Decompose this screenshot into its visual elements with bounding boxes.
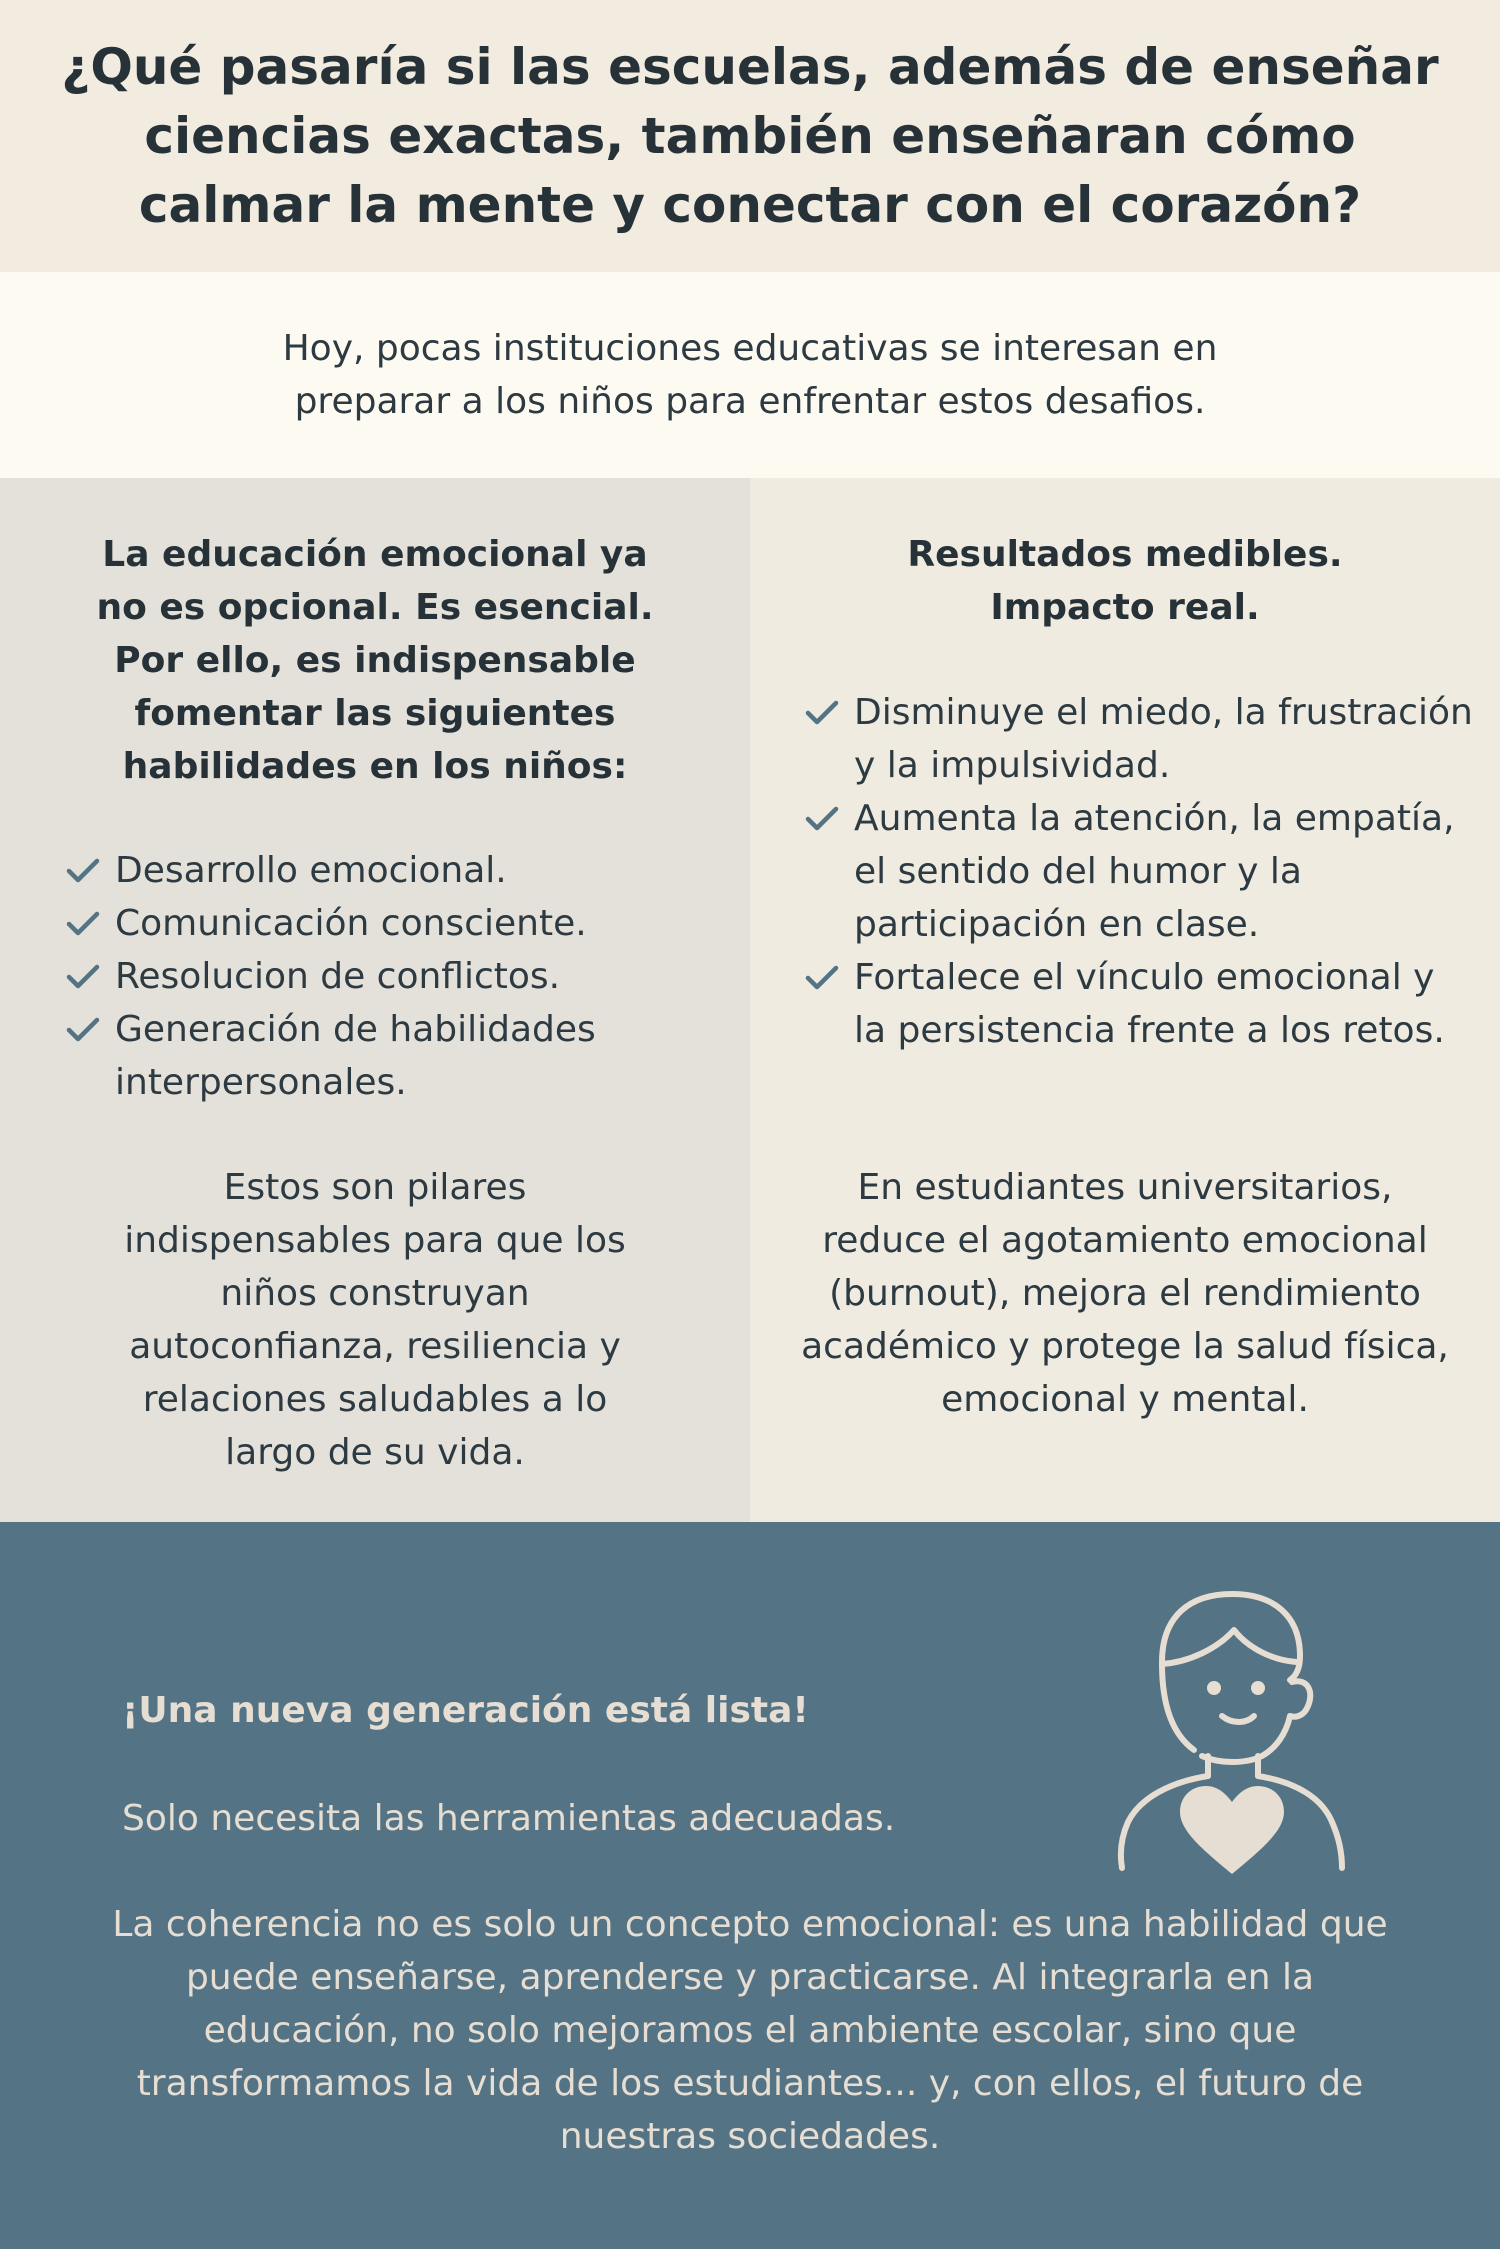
results-column	[750, 478, 1500, 1522]
list-item	[805, 686, 1475, 792]
check-icon	[66, 964, 100, 990]
check-icon	[805, 700, 839, 726]
skills-checklist	[66, 844, 706, 1109]
results-checklist	[805, 686, 1475, 1057]
footer-section	[0, 1522, 1500, 2249]
results-heading: Resultados medibles. Impacto real.	[907, 534, 1343, 628]
check-icon	[66, 858, 100, 884]
list-item	[66, 950, 706, 1003]
child-with-heart-icon	[1110, 1584, 1350, 1874]
university-results-text: En estudiantes universitarios, reduce el agotamiento emocional (burnout), mejora el rendimiento académico y protege la salud física, emocional y mental.	[801, 1167, 1449, 1420]
list-item-label: Comunicación consciente.	[115, 903, 587, 944]
check-icon	[66, 1017, 100, 1043]
intro-text: Hoy, pocas instituciones educativas se interesan en preparar a los niños para enfrentar estos desafios.	[282, 328, 1218, 422]
page-title: ¿Qué pasaría si las escuelas, además de enseñar ciencias exactas, también enseñaran cómo calmar la mente y conectar con el corazón?	[61, 37, 1439, 234]
intro-section	[0, 272, 1500, 478]
emotional-education-column	[0, 478, 750, 1522]
list-item-label: Generación de habilidades interpersonales.	[115, 1009, 596, 1103]
list-item-label: Fortalece el vínculo emocional y la persistencia frente a los retos.	[854, 957, 1445, 1051]
list-item	[805, 951, 1475, 1057]
pillars-text: Estos son pilares indispensables para que los niños construyan autoconfianza, resiliencia y relaciones saludables a lo largo de su vida.	[124, 1167, 626, 1473]
footer-body-text: La coherencia no es solo un concepto emocional: es una habilidad que puede enseñarse, aprenderse y practicarse. Al integrarla en la educación, no solo mejoramos el ambiente escolar, sino que transformamos la vida de los estudiantes... y, con ellos, el futuro de nuestras sociedades.	[112, 1904, 1388, 2157]
list-item	[805, 792, 1475, 951]
check-icon	[805, 806, 839, 832]
list-item	[66, 1003, 706, 1109]
list-item-label: Desarrollo emocional.	[115, 850, 507, 891]
footer-subtitle: Solo necesita las herramientas adecuadas.	[122, 1798, 896, 1839]
list-item	[66, 844, 706, 897]
footer-title: ¡Una nueva generación está lista!	[122, 1690, 809, 1731]
list-item	[66, 897, 706, 950]
emotional-education-heading: La educación emocional ya no es opcional. Es esencial. Por ello, es indispensable fomentar las siguientes habilidades en los niños:	[96, 534, 654, 787]
check-icon	[66, 911, 100, 937]
list-item-label: Disminuye el miedo, la frustración y la impulsividad.	[854, 692, 1473, 786]
check-icon	[805, 965, 839, 991]
list-item-label: Resolucion de conflictos.	[115, 956, 561, 997]
header-section	[0, 0, 1500, 272]
list-item-label: Aumenta la atención, la empatía, el sentido del humor y la participación en clase.	[854, 798, 1455, 945]
